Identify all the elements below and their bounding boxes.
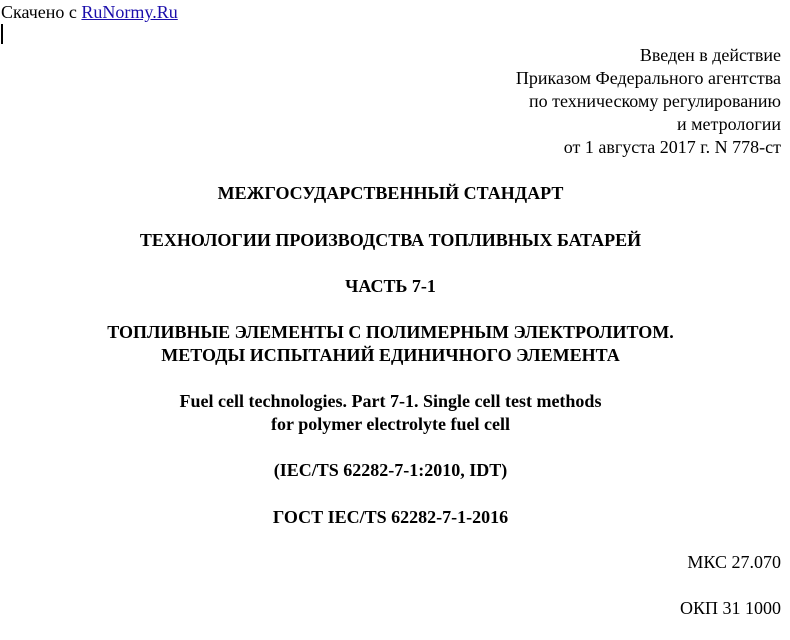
part-label — [0, 275, 781, 298]
okp-code: ОКП 31 1000 — [679, 598, 781, 618]
approval-block — [516, 44, 781, 159]
approval-line: по техническому регулированию — [528, 91, 781, 111]
approval-line: Приказом Федерального агентства — [515, 68, 781, 88]
english-title — [0, 390, 781, 436]
part-label-text: ЧАСТЬ 7-1 — [345, 276, 436, 296]
main-title — [0, 229, 781, 252]
source-prefix: Скачено с — [1, 2, 77, 22]
approval-line: Введен в действие — [639, 45, 781, 65]
iec-reference-text: (IEC/TS 62282-7-1:2010, IDT) — [273, 460, 508, 480]
english-title-line: Fuel cell technologies. Part 7-1. Single cell test methods — [179, 391, 602, 411]
subtitle — [0, 321, 781, 367]
text-cursor — [1, 24, 3, 44]
mks-code: МКС 27.070 — [687, 552, 781, 572]
standard-type-text: МЕЖГОСУДАРСТВЕННЫЙ СТАНДАРТ — [217, 183, 564, 203]
subtitle-line: МЕТОДЫ ИСПЫТАНИЙ ЕДИНИЧНОГО ЭЛЕМЕНТА — [161, 345, 620, 365]
iec-reference — [0, 459, 781, 482]
gost-number — [0, 506, 781, 529]
source-link[interactable]: RuNormy.Ru — [81, 2, 178, 22]
source-line — [1, 1, 178, 24]
approval-line: и метрологии — [677, 114, 781, 134]
english-title-line: for polymer electrolyte fuel cell — [271, 414, 510, 434]
main-title-text: ТЕХНОЛОГИИ ПРОИЗВОДСТВА ТОПЛИВНЫХ БАТАРЕЙ — [139, 230, 642, 250]
approval-line: от 1 августа 2017 г. N 778-ст — [563, 137, 781, 157]
standard-type — [0, 182, 781, 205]
gost-number-text: ГОСТ IEC/TS 62282-7-1-2016 — [272, 507, 509, 527]
subtitle-line: ТОПЛИВНЫЕ ЭЛЕМЕНТЫ С ПОЛИМЕРНЫМ ЭЛЕКТРОЛИТОМ. — [107, 322, 674, 342]
